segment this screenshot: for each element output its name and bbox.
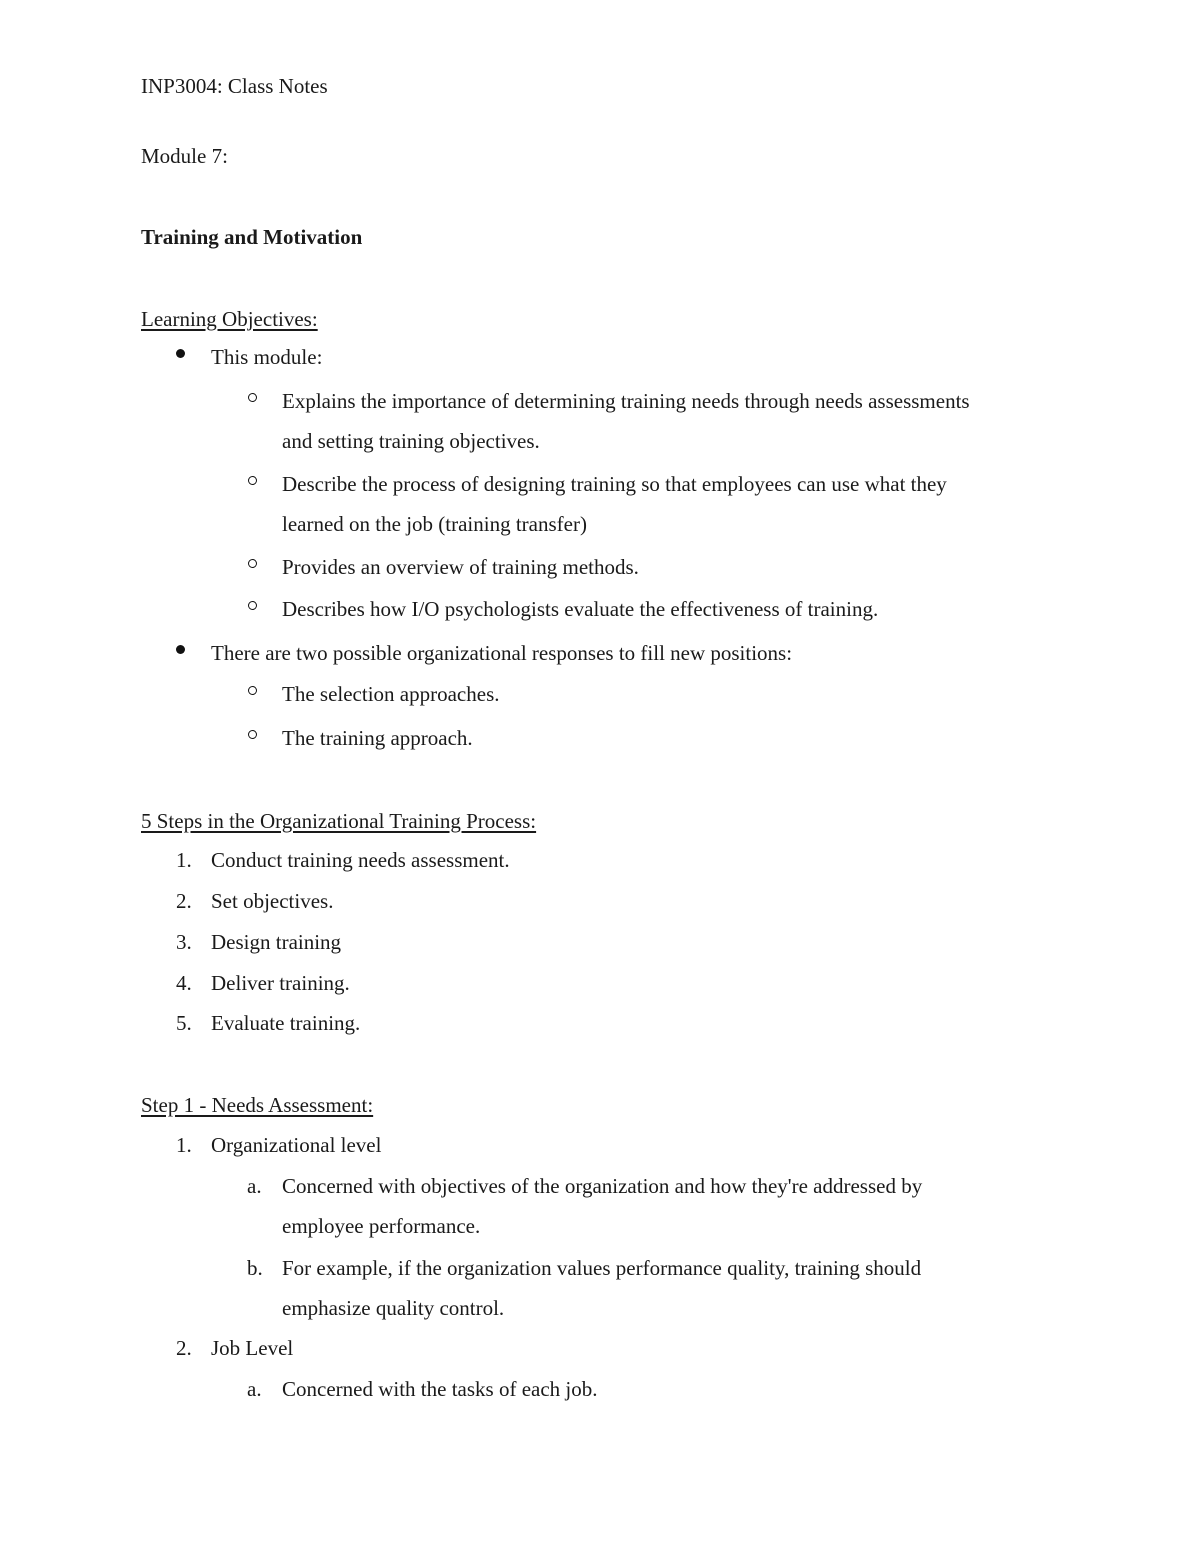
list-number: 1. — [176, 1133, 192, 1157]
list-letter: b. — [247, 1256, 263, 1280]
list-item: Conduct training needs assessment. — [211, 848, 510, 872]
list-item: There are two possible organizational responses to fill new positions: — [211, 641, 793, 665]
list-item: Concerned with objectives of the organization and how they're addressed by — [282, 1174, 923, 1198]
bullet-disc-icon — [176, 349, 185, 358]
list-letter: a. — [247, 1377, 262, 1401]
list-item: Deliver training. — [211, 971, 350, 995]
list-item: Job Level — [211, 1336, 294, 1360]
bullet-circle-icon — [248, 559, 257, 568]
page-title: Training and Motivation — [141, 225, 363, 249]
list-item-continuation: learned on the job (training transfer) — [282, 512, 587, 536]
bullet-circle-icon — [248, 476, 257, 485]
list-item: Describes how I/O psychologists evaluate the effectiveness of training. — [282, 597, 879, 621]
list-item: Concerned with the tasks of each job. — [282, 1377, 598, 1401]
needs-assessment-heading: Step 1 - Needs Assessment: — [141, 1093, 374, 1117]
list-item: The training approach. — [282, 726, 473, 750]
list-number: 1. — [176, 848, 192, 872]
list-letter: a. — [247, 1174, 262, 1198]
bullet-circle-icon — [248, 686, 257, 695]
list-number: 5. — [176, 1011, 192, 1035]
learning-objectives-heading: Learning Objectives: — [141, 307, 318, 331]
bullet-circle-icon — [248, 601, 257, 610]
list-item: Organizational level — [211, 1133, 382, 1157]
list-item-continuation: emphasize quality control. — [282, 1296, 505, 1320]
list-item-continuation: and setting training objectives. — [282, 429, 540, 453]
course-title: INP3004: Class Notes — [141, 74, 328, 98]
list-item: The selection approaches. — [282, 682, 500, 706]
list-item: Describe the process of designing training so that employees can use what they — [282, 472, 947, 496]
list-item: For example, if the organization values performance quality, training should — [282, 1256, 922, 1280]
steps-heading: 5 Steps in the Organizational Training Process: — [141, 809, 537, 833]
module-label: Module 7: — [141, 144, 228, 168]
list-item-continuation: employee performance. — [282, 1214, 481, 1238]
list-item: Evaluate training. — [211, 1011, 361, 1035]
list-number: 2. — [176, 1336, 192, 1360]
list-number: 4. — [176, 971, 192, 995]
list-item: Explains the importance of determining training needs through needs assessments — [282, 389, 970, 413]
list-item: Set objectives. — [211, 889, 334, 913]
list-number: 3. — [176, 930, 192, 954]
list-item: Design training — [211, 930, 342, 954]
list-item: This module: — [211, 345, 323, 369]
list-item: Provides an overview of training methods. — [282, 555, 639, 579]
bullet-disc-icon — [176, 645, 185, 654]
bullet-circle-icon — [248, 393, 257, 402]
list-number: 2. — [176, 889, 192, 913]
bullet-circle-icon — [248, 730, 257, 739]
